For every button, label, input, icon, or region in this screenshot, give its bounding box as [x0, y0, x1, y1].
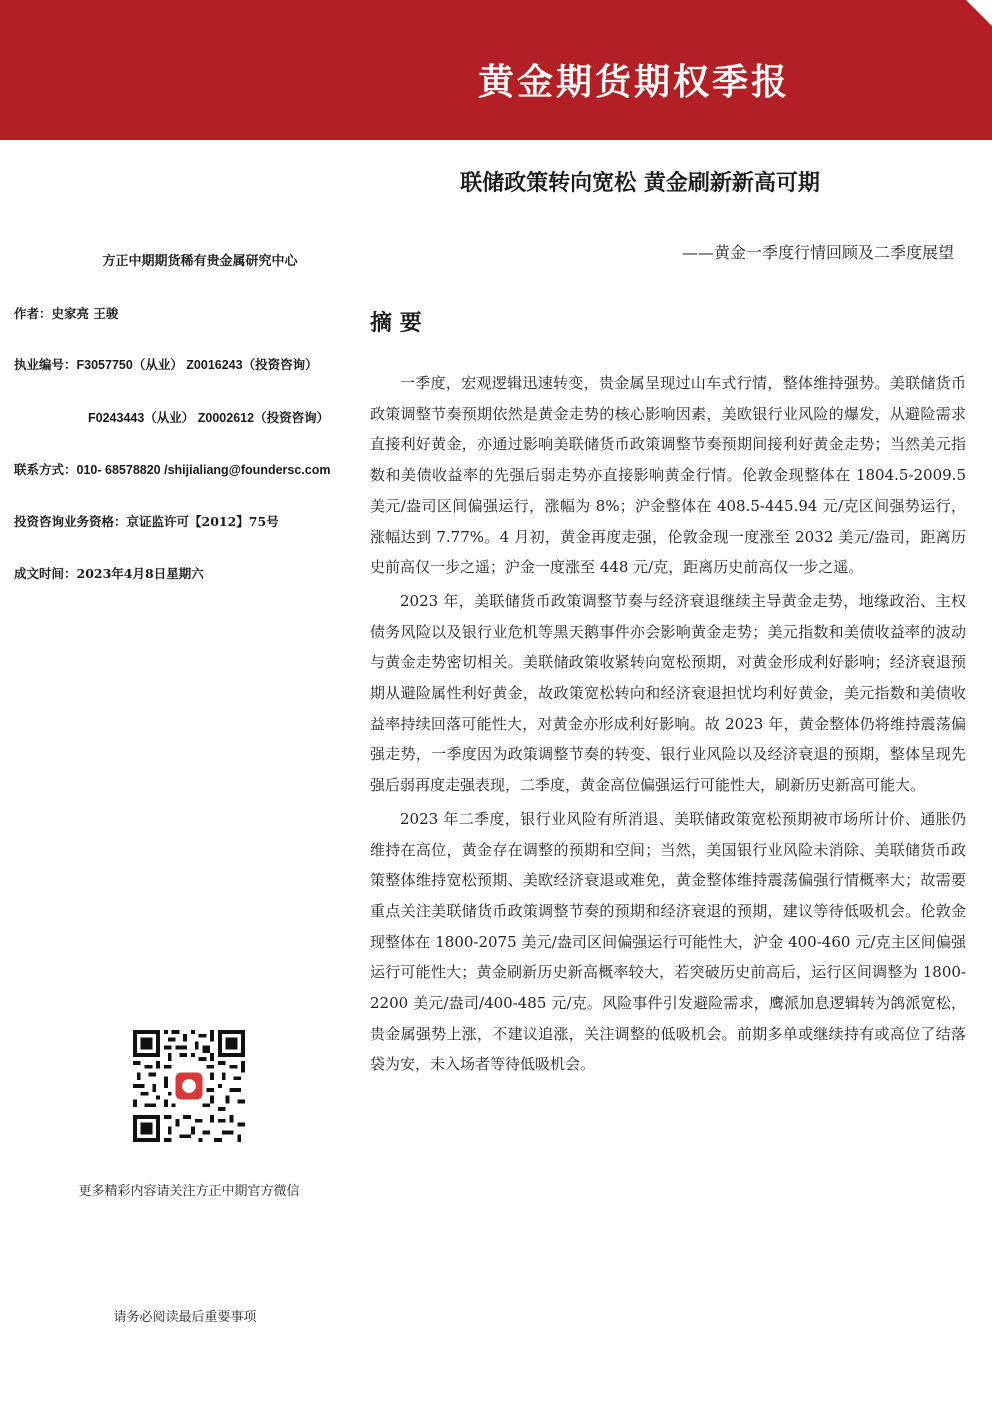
report-title: 联储政策转向宽松 黄金刷新新高可期: [460, 170, 820, 196]
abstract-body: [370, 368, 966, 1083]
abstract-paragraph: 2023 年二季度，银行业风险有所消退、美联储政策宽松预期被市场所计价、通胀仍维持在高位，黄金存在调整的预期和空间；当然，美国银行业风险未消除、美联储货币政策整体维持宽松预期、美欧经济衰退或难免，黄金整体维持震荡偏强行情概率大；故需要重点关注美联储货币政策调整节奏的预期和经济衰退的预期，建议等待低吸机会。伦敦金现整体在 1800-2075 美元/盎司区间偏强运行可能性大，沪金 400-460 元/克主区间偏强运行可能性大；黄金刷新历史新高概率较大，若突破历史前高后，运行区间调整为 1800-2200 美元/盎司/400-485 元/克。风险事件引发避险需求，鹰派加息逻辑转为鸽派宽松，贵金属强势上涨，不建议追涨，关注调整的低吸机会。前期多单或继续持有或高位了结落袋为安，未入场者等待低吸机会。: [370, 809, 966, 1074]
report-type-title: 黄金期货期权季报: [477, 61, 790, 103]
license-value-1: F3057750（从业） Z0016243（投资咨询）: [76, 358, 318, 372]
abstract-heading: 摘 要: [370, 310, 422, 336]
wechat-qr-code-icon[interactable]: [133, 1030, 245, 1142]
report-subtitle: ——黄金一季度行情回顾及二季度展望: [681, 243, 954, 262]
date-label: 成文时间：: [14, 566, 77, 581]
abstract-paragraph: 2023 年，美联储货币政策调整节奏与经济衰退继续主导黄金走势，地缘政治、主权债务风险以及银行业危机等黑天鹅事件亦会影响黄金走势；美元指数和美债收益率的波动与黄金走势密切相关。美联储政策收紧转向宽松预期，对黄金形成利好影响；经济衰退预期从避险属性利好黄金，故政策宽松转向和经济衰退担忧均利好黄金，美元指数和美债收益率持续回落可能性大，对黄金亦形成利好影响。故 2023 年，黄金整体仍将维持震荡偏强走势，一季度因为政策调整节奏的转变、银行业风险以及经济衰退的预期，整体呈现先强后弱再度走强表现，二季度，黄金高位偏强运行可能性大，刷新历史新高可能大。: [370, 591, 966, 795]
license-label: 执业编号：: [14, 357, 77, 372]
author-label: 作者：: [14, 306, 52, 321]
research-center-name: 方正中期期货稀有贵金属研究中心: [102, 254, 298, 269]
contact-value: 010- 68578820 /shijialiang@foundersc.com: [76, 463, 331, 477]
date-line: [14, 564, 204, 582]
qualification-line: [14, 512, 279, 530]
license-line-2: [88, 408, 329, 426]
qr-caption: 更多精彩内容请关注方正中期官方微信: [78, 1184, 300, 1199]
date-value: 2023年4月8日星期六: [76, 566, 204, 581]
abstract-paragraph: 一季度，宏观逻辑迅速转变，贵金属呈现过山车式行情，整体维持强势。美联储货币政策调整节奏预期依然是黄金走势的核心影响因素，美欧银行业风险的爆发，从避险需求直接利好黄金，亦通过影响美联储货币政策调整节奏预期间接利好黄金走势；当然美元指数和美债收益率的先强后弱走势亦直接影响黄金行情。伦敦金现整体在 1804.5-2009.5 美元/盎司区间偏强运行，涨幅为 8%；沪金整体在 408.5-445.94 元/克区间强势运行，涨幅达到 7.77%。4 月初，黄金再度走强，伦敦金现一度涨至 2032 美元/盎司，距离历史前高仅一步之遥；沪金一度涨至 448 元/克，距离历史前高仅一步之遥。: [370, 374, 966, 577]
license-line: [14, 355, 318, 373]
contact-line: [14, 460, 330, 478]
disclaimer-note: 请务必阅读最后重要事项: [113, 1310, 257, 1325]
author-value: 史家亮 王骏: [51, 306, 119, 321]
author-line: [14, 304, 118, 322]
header-banner: [0, 0, 992, 140]
contact-label: 联系方式：: [14, 462, 77, 477]
banner-corner-notch: [966, 0, 992, 26]
qualification-label: 投资咨询业务资格：: [14, 514, 127, 529]
license-value-2: F0243443（从业） Z0002612（投资咨询）: [88, 411, 330, 425]
qualification-value: 京证监许可【2012】75号: [126, 514, 279, 529]
